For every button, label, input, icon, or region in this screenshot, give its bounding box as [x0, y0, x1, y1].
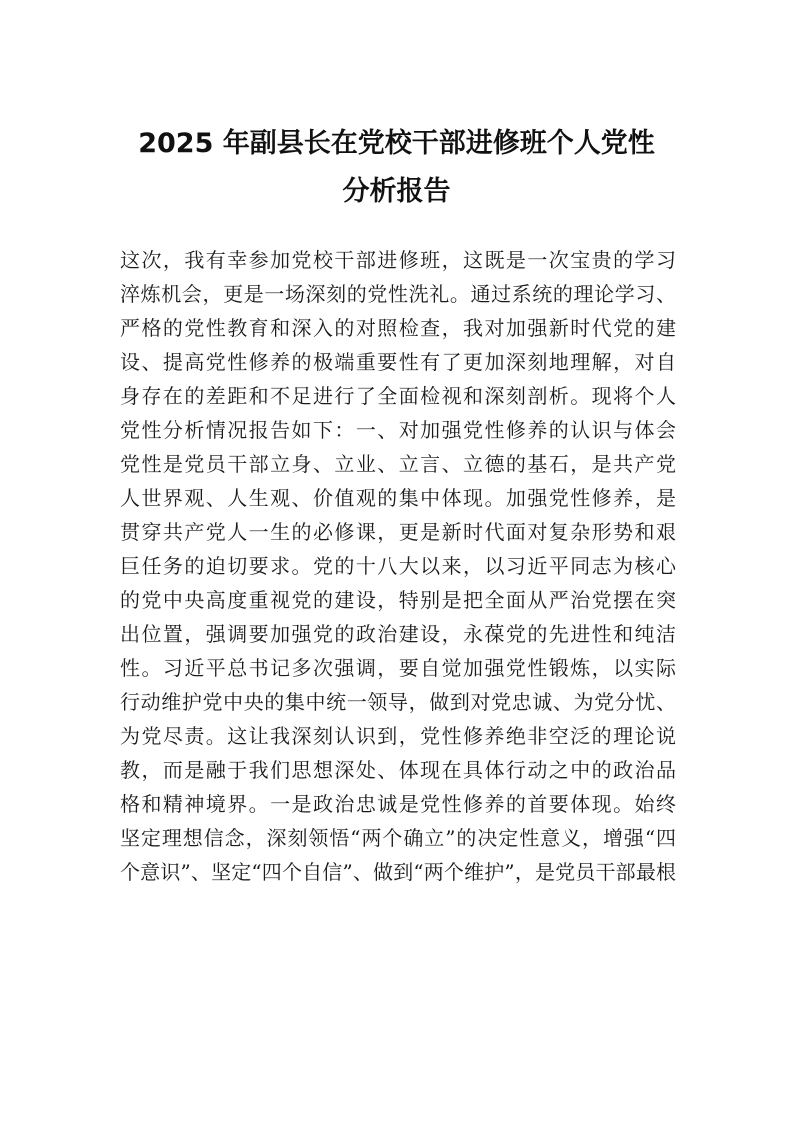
body-line: 贯穿共产党人一生的必修课，更是新时代面对复杂形势和艰	[120, 520, 676, 544]
body-line: 个意识”、坚定“四个自信”、做到“两个维护”，是党员干部最根	[120, 860, 676, 884]
body-line: 行动维护党中央的集中统一领导，做到对党忠诚、为党分忧、	[120, 690, 676, 714]
document-title-line-1: 2025 年副县长在党校干部进修班个人党性	[138, 128, 655, 159]
body-line: 淬炼机会，更是一场深刻的党性洗礼。通过系统的理论学习、	[120, 282, 676, 306]
body-line: 性。习近平总书记多次强调，要自觉加强党性锻炼，以实际	[120, 656, 676, 680]
body-line: 严格的党性教育和深入的对照检查，我对加强新时代党的建	[120, 316, 676, 340]
body-line: 的党中央高度重视党的建设，特别是把全面从严治党摆在突	[120, 588, 676, 612]
body-line: 教，而是融于我们思想深处、体现在具体行动之中的政治品	[120, 758, 676, 782]
body-line: 格和精神境界。一是政治忠诚是党性修养的首要体现。始终	[120, 792, 676, 816]
body-line: 出位置，强调要加强党的政治建设，永葆党的先进性和纯洁	[120, 622, 676, 646]
body-line: 坚定理想信念，深刻领悟“两个确立”的决定性意义，增强“四	[120, 826, 676, 850]
body-line: 设、提高党性修养的极端重要性有了更加深刻地理解，对自	[120, 350, 676, 374]
body-line: 党性是党员干部立身、立业、立言、立德的基石，是共产党	[120, 452, 676, 476]
document-body	[120, 243, 676, 889]
body-line: 党性分析情况报告如下：一、对加强党性修养的认识与体会	[120, 418, 676, 442]
body-line: 这次，我有幸参加党校干部进修班，这既是一次宝贵的学习	[120, 248, 676, 272]
document-title-line-2: 分析报告	[342, 176, 451, 207]
body-line: 巨任务的迫切要求。党的十八大以来，以习近平同志为核心	[120, 554, 676, 578]
body-line: 为党尽责。这让我深刻认识到，党性修养绝非空泛的理论说	[120, 724, 676, 748]
body-line: 人世界观、人生观、价值观的集中体现。加强党性修养，是	[120, 486, 676, 510]
body-line: 身存在的差距和不足进行了全面检视和深刻剖析。现将个人	[120, 384, 676, 408]
